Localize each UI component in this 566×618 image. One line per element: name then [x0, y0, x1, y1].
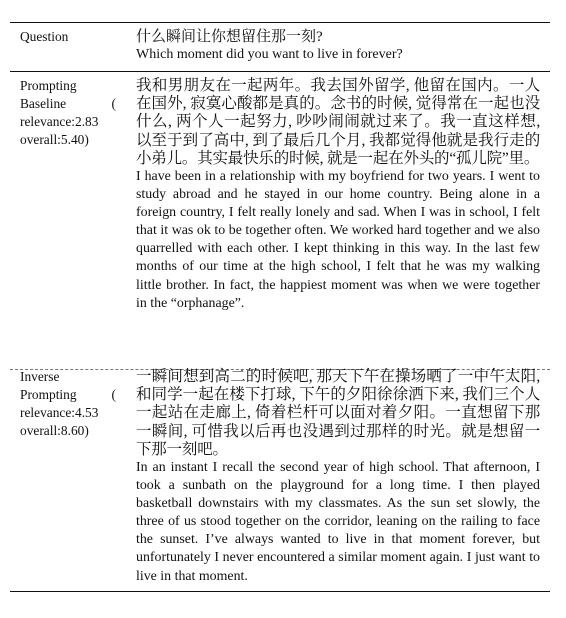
inverse-relevance: relevance:4.53 — [20, 405, 99, 420]
baseline-overall: overall:5.40) — [20, 132, 89, 147]
baseline-text-en: I have been in a relationship with my boyfriend for two years. I went to study abroad and he stayed in our home country. Being alone in a foreign country, I felt really lonely and sad. When I was in school, I felt that it was ok to be together often. We worked hard together and we also quarrelled with each other. I kept thinking in this way. In the last few months of our time at the high school, I felt that he was my walking little brother. In fact, the happiest moment was when we were together in the “orphanage”. — [136, 169, 540, 311]
inverse-label-word: Prompting — [20, 387, 77, 402]
question-label — [20, 28, 116, 46]
inverse-cell — [136, 368, 540, 586]
inverse-overall: overall:8.60) — [20, 423, 89, 438]
inverse-label-paren: ( — [111, 387, 116, 402]
inverse-label-line2 — [20, 386, 116, 404]
baseline-text-zh: 我和男朋友在一起两年。我去国外留学, 他留在国内。一人在国外, 寂寞心酸都是真的。念书的时候, 觉得常在一起也没什么, 两个人一起努力, 吵吵闹闹就过来了。我一直这样想, 以至于到了高中, 到了最后几个月, 我都觉得他就是我行走的小弟儿。其实最快乐的时候, 就是一起在外头的“孤儿院”里。 — [136, 77, 540, 167]
table-mid-rule — [10, 71, 550, 72]
question-label-text: Question — [20, 29, 69, 44]
inverse-label-line1: Inverse — [20, 369, 60, 384]
inverse-label — [20, 368, 116, 440]
table-top-rule — [10, 22, 550, 23]
baseline-cell — [136, 77, 540, 313]
inverse-text-zh: 一瞬间想到高二的时候吧, 那天下午在操场晒了一中午太阳, 和同学一起在楼下打球, 下午的夕阳徐徐洒下来, 我们三个人一起站在走廊上, 倚着栏杆可以面对着夕阳。一直想留下那一瞬间, 可惜我以后再也没遇到过那样的时光。就是想留一下那一刻吧。 — [136, 368, 540, 458]
baseline-label-paren: ( — [111, 96, 116, 111]
question-text-zh: 什么瞬间让你想留住那一刻? — [136, 29, 323, 45]
baseline-label-line1: Prompting — [20, 78, 77, 93]
inverse-text-en: In an instant I recall the second year of high school. That afternoon, I took a sunbath on the playground for a long time. I then played basketball downstairs with my classmates. As the sun set slowly, the three of us stood together on the corridor, leaning on the railing to face the sunset. I’ve always wanted to live in that moment forever, but unfortunately I never encountered a similar moment again. I just want to live in that moment. — [136, 460, 540, 584]
question-cell — [136, 28, 540, 64]
baseline-label — [20, 77, 116, 149]
baseline-label-word: Baseline — [20, 96, 67, 111]
question-text-en: Which moment did you want to live in forever? — [136, 47, 403, 62]
table-bottom-rule — [10, 591, 550, 592]
baseline-relevance: relevance:2.83 — [20, 114, 99, 129]
baseline-label-line2 — [20, 95, 116, 113]
